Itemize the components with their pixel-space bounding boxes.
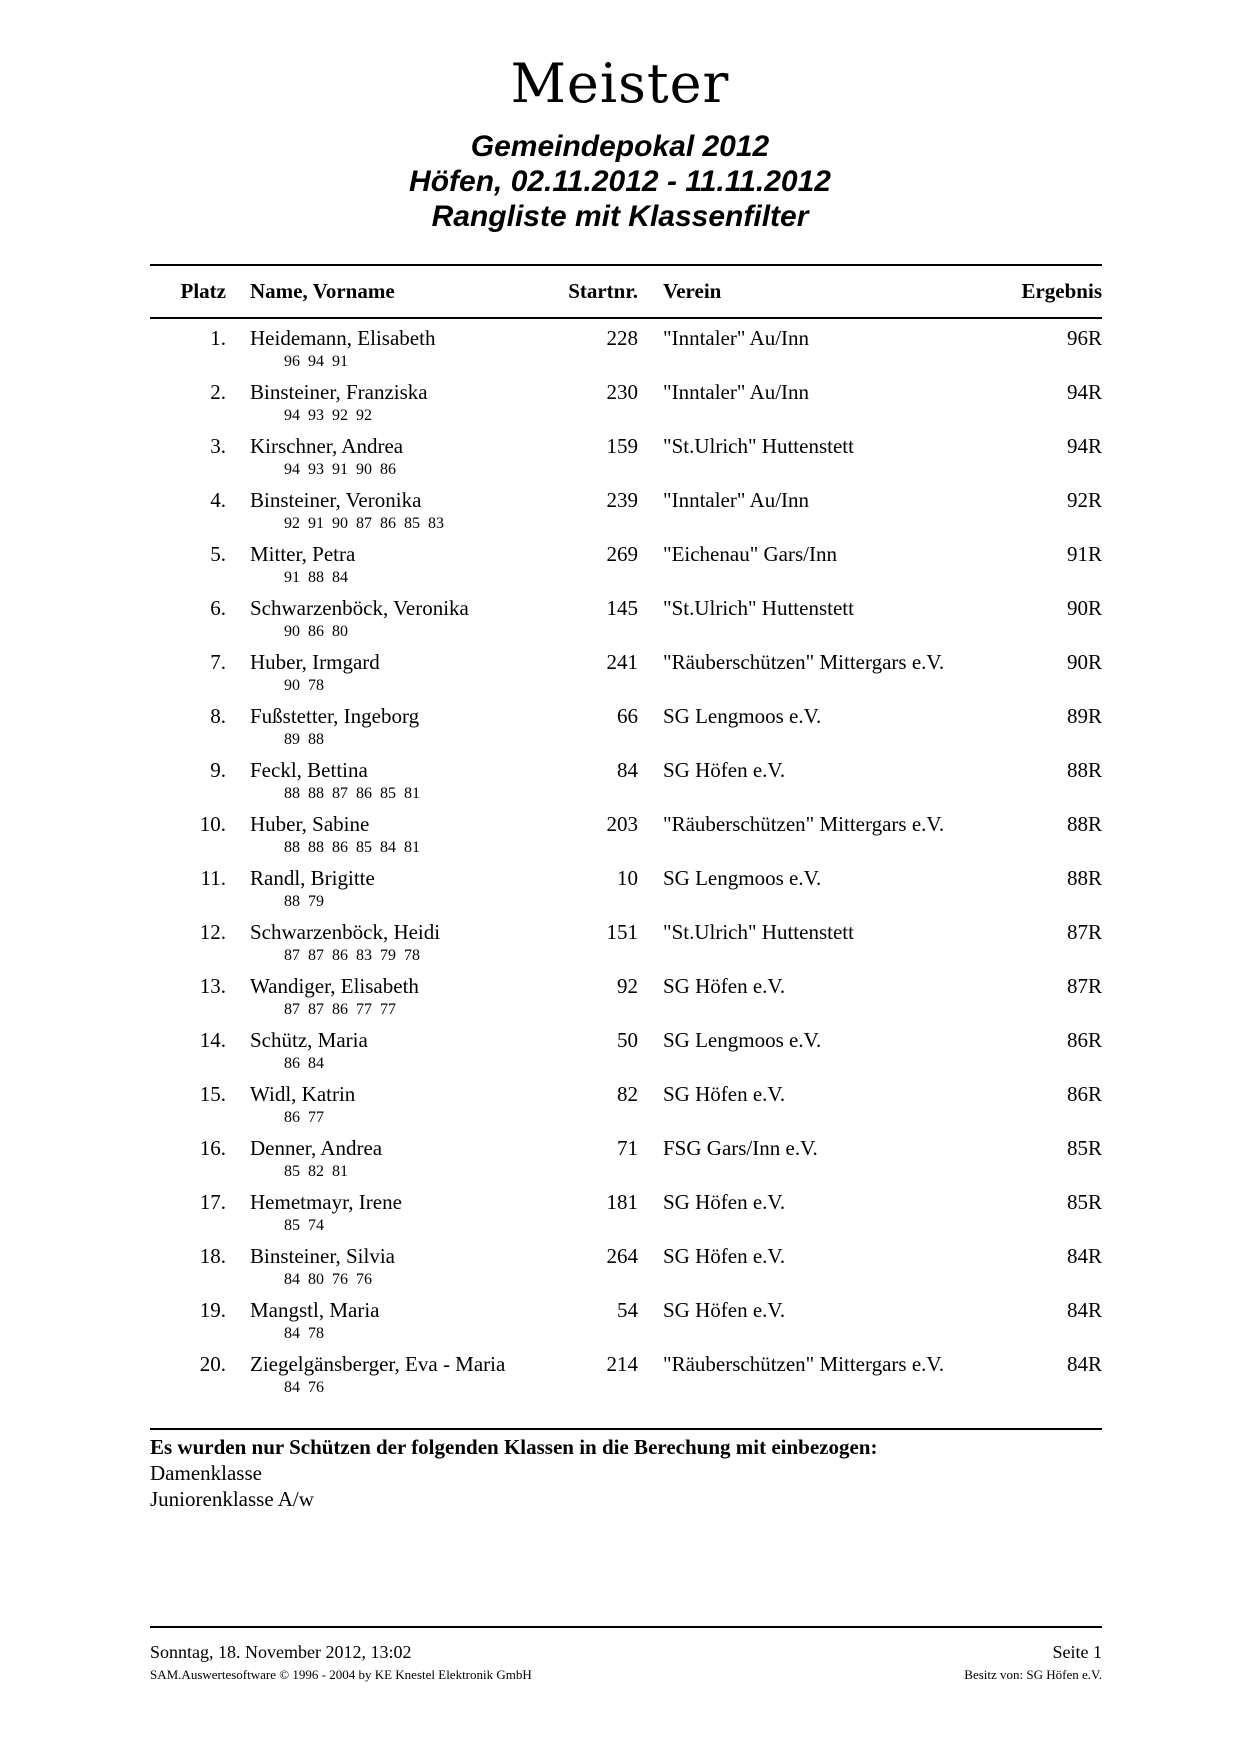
cell-series-scores: 90 86 80 — [284, 623, 348, 640]
cell-platz: 9. — [210, 758, 226, 782]
table-row — [0, 379, 1240, 433]
page-number: Seite 1 — [1052, 1642, 1102, 1662]
software-credit: SAM.Auswertesoftware © 1996 - 2004 by KE Knestel Elektronik GmbH — [150, 1667, 532, 1682]
cell-name: Mangstl, Maria — [250, 1298, 380, 1322]
cell-startnr: 214 — [606, 1352, 638, 1376]
column-header-name: Name, Vorname — [250, 279, 395, 303]
header-top-divider — [150, 264, 1102, 266]
cell-name: Binsteiner, Franziska — [250, 380, 428, 404]
cell-startnr: 264 — [606, 1244, 638, 1268]
cell-name: Kirschner, Andrea — [250, 434, 404, 458]
cell-series-scores: 92 91 90 87 86 85 83 — [284, 515, 444, 532]
cell-name: Schwarzenböck, Veronika — [250, 596, 469, 620]
cell-ergebnis: 89R — [1066, 704, 1102, 728]
cell-ergebnis: 91R — [1066, 542, 1102, 566]
cell-series-scores: 88 88 86 85 84 81 — [284, 839, 420, 856]
cell-ergebnis: 94R — [1066, 380, 1102, 404]
table-row — [0, 649, 1240, 703]
table-row — [0, 1243, 1240, 1297]
cell-name: Feckl, Bettina — [250, 758, 368, 782]
cell-name: Widl, Katrin — [250, 1082, 356, 1106]
table-row — [0, 1297, 1240, 1351]
table-row — [0, 811, 1240, 865]
cell-verein: "Räuberschützen" Mittergars e.V. — [663, 812, 945, 836]
class-filter-item: Juniorenklasse A/w — [150, 1487, 314, 1511]
cell-ergebnis: 87R — [1066, 920, 1102, 944]
column-header-platz: Platz — [180, 279, 226, 303]
table-row — [0, 1135, 1240, 1189]
cell-name: Binsteiner, Silvia — [250, 1244, 395, 1268]
table-row — [0, 1081, 1240, 1135]
print-date: Sonntag, 18. November 2012, 13:02 — [150, 1642, 412, 1662]
cell-name: Huber, Sabine — [250, 812, 370, 836]
cell-startnr: 92 — [617, 974, 638, 998]
cell-startnr: 239 — [606, 488, 638, 512]
cell-ergebnis: 96R — [1066, 326, 1102, 350]
cell-startnr: 151 — [606, 920, 638, 944]
cell-name: Schwarzenböck, Heidi — [250, 920, 441, 944]
cell-platz: 8. — [210, 704, 226, 728]
cell-verein: SG Höfen e.V. — [663, 1190, 786, 1214]
table-row — [0, 1189, 1240, 1243]
cell-ergebnis: 84R — [1066, 1298, 1102, 1322]
cell-series-scores: 85 82 81 — [284, 1163, 348, 1180]
cell-series-scores: 84 76 — [284, 1379, 324, 1396]
owner-note: Besitz von: SG Höfen e.V. — [964, 1667, 1102, 1682]
cell-startnr: 230 — [606, 380, 638, 404]
cell-verein: SG Höfen e.V. — [663, 1082, 786, 1106]
cell-ergebnis: 88R — [1066, 866, 1102, 890]
ranking-table — [0, 325, 1240, 1405]
cell-verein: "Räuberschützen" Mittergars e.V. — [663, 650, 945, 674]
cell-platz: 3. — [210, 434, 226, 458]
cell-series-scores: 88 88 87 86 85 81 — [284, 785, 420, 802]
cell-ergebnis: 92R — [1066, 488, 1102, 512]
cell-platz: 17. — [199, 1190, 226, 1214]
table-row — [0, 865, 1240, 919]
cell-series-scores: 87 87 86 77 77 — [284, 1001, 396, 1018]
cell-verein: SG Höfen e.V. — [663, 974, 786, 998]
cell-platz: 12. — [199, 920, 226, 944]
cell-platz: 1. — [210, 326, 226, 350]
table-row — [0, 541, 1240, 595]
header-bottom-divider — [150, 317, 1102, 319]
cell-verein: SG Lengmoos e.V. — [663, 704, 822, 728]
table-row — [0, 433, 1240, 487]
cell-platz: 19. — [199, 1298, 226, 1322]
class-filter-item: Damenklasse — [150, 1461, 262, 1485]
cell-verein: "St.Ulrich" Huttenstett — [663, 596, 854, 620]
cell-ergebnis: 88R — [1066, 758, 1102, 782]
cell-platz: 4. — [210, 488, 226, 512]
cell-platz: 6. — [210, 596, 226, 620]
column-header-startnr: Startnr. — [568, 279, 638, 303]
cell-series-scores: 86 77 — [284, 1109, 324, 1126]
cell-startnr: 66 — [617, 704, 638, 728]
cell-platz: 16. — [199, 1136, 226, 1160]
cell-name: Heidemann, Elisabeth — [250, 326, 436, 350]
cell-platz: 14. — [199, 1028, 226, 1052]
cell-verein: SG Höfen e.V. — [663, 1298, 786, 1322]
cell-startnr: 181 — [606, 1190, 638, 1214]
cell-verein: SG Höfen e.V. — [663, 1244, 786, 1268]
cell-verein: "Inntaler" Au/Inn — [663, 326, 810, 350]
cell-ergebnis: 86R — [1066, 1028, 1102, 1052]
cell-ergebnis: 90R — [1066, 596, 1102, 620]
class-filter-heading: Es wurden nur Schützen der folgenden Klassen in die Berechung mit einbezogen: — [150, 1435, 878, 1459]
cell-startnr: 71 — [617, 1136, 638, 1160]
cell-platz: 13. — [199, 974, 226, 998]
cell-startnr: 159 — [606, 434, 638, 458]
cell-ergebnis: 85R — [1066, 1190, 1102, 1214]
footer-divider — [150, 1626, 1102, 1628]
cell-startnr: 145 — [606, 596, 638, 620]
table-row — [0, 487, 1240, 541]
competition-place-dates: Höfen, 02.11.2012 - 11.11.2012 — [409, 165, 831, 198]
cell-verein: "St.Ulrich" Huttenstett — [663, 920, 854, 944]
cell-verein: "Inntaler" Au/Inn — [663, 488, 810, 512]
cell-name: Binsteiner, Veronika — [250, 488, 422, 512]
cell-ergebnis: 86R — [1066, 1082, 1102, 1106]
cell-verein: "St.Ulrich" Huttenstett — [663, 434, 854, 458]
cell-startnr: 84 — [617, 758, 638, 782]
cell-ergebnis: 88R — [1066, 812, 1102, 836]
cell-series-scores: 87 87 86 83 79 78 — [284, 947, 420, 964]
cell-series-scores: 84 78 — [284, 1325, 324, 1342]
cell-verein: SG Lengmoos e.V. — [663, 866, 822, 890]
cell-startnr: 241 — [606, 650, 638, 674]
cell-name: Hemetmayr, Irene — [250, 1190, 402, 1214]
table-end-divider — [150, 1428, 1102, 1430]
cell-name: Mitter, Petra — [250, 542, 356, 566]
table-row — [0, 325, 1240, 379]
cell-series-scores: 88 79 — [284, 893, 324, 910]
cell-series-scores: 90 78 — [284, 677, 324, 694]
cell-ergebnis: 85R — [1066, 1136, 1102, 1160]
cell-verein: FSG Gars/Inn e.V. — [663, 1136, 818, 1160]
table-row — [0, 919, 1240, 973]
cell-ergebnis: 87R — [1066, 974, 1102, 998]
cell-name: Schütz, Maria — [250, 1028, 368, 1052]
cell-name: Ziegelgänsberger, Eva - Maria — [250, 1352, 506, 1376]
cell-name: Fußstetter, Ingeborg — [250, 704, 420, 728]
column-header-ergebnis: Ergebnis — [1021, 279, 1102, 303]
table-row — [0, 595, 1240, 649]
cell-platz: 5. — [210, 542, 226, 566]
cell-platz: 20. — [199, 1352, 226, 1376]
cell-startnr: 50 — [617, 1028, 638, 1052]
cell-series-scores: 96 94 91 — [284, 353, 348, 370]
cell-platz: 18. — [199, 1244, 226, 1268]
cell-startnr: 54 — [617, 1298, 638, 1322]
competition-name: Gemeindepokal 2012 — [470, 130, 770, 163]
cell-name: Wandiger, Elisabeth — [250, 974, 419, 998]
cell-platz: 7. — [210, 650, 226, 674]
list-type: Rangliste mit Klassenfilter — [431, 200, 809, 233]
cell-startnr: 82 — [617, 1082, 638, 1106]
table-row — [0, 703, 1240, 757]
cell-startnr: 228 — [606, 326, 638, 350]
cell-ergebnis: 90R — [1066, 650, 1102, 674]
cell-startnr: 10 — [617, 866, 638, 890]
cell-verein: "Eichenau" Gars/Inn — [663, 542, 837, 566]
cell-startnr: 269 — [606, 542, 638, 566]
cell-platz: 15. — [199, 1082, 226, 1106]
cell-startnr: 203 — [606, 812, 638, 836]
cell-ergebnis: 84R — [1066, 1352, 1102, 1376]
cell-series-scores: 86 84 — [284, 1055, 324, 1072]
cell-ergebnis: 94R — [1066, 434, 1102, 458]
table-row — [0, 1351, 1240, 1405]
cell-series-scores: 94 93 91 90 86 — [284, 461, 396, 478]
cell-verein: SG Höfen e.V. — [663, 758, 786, 782]
cell-series-scores: 85 74 — [284, 1217, 324, 1234]
page-title: Meister — [510, 52, 730, 115]
table-row — [0, 1027, 1240, 1081]
cell-verein: "Inntaler" Au/Inn — [663, 380, 810, 404]
cell-series-scores: 91 88 84 — [284, 569, 348, 586]
cell-platz: 2. — [210, 380, 226, 404]
cell-series-scores: 89 88 — [284, 731, 324, 748]
cell-series-scores: 84 80 76 76 — [284, 1271, 372, 1288]
table-row — [0, 973, 1240, 1027]
cell-name: Huber, Irmgard — [250, 650, 380, 674]
cell-verein: SG Lengmoos e.V. — [663, 1028, 822, 1052]
cell-platz: 11. — [200, 866, 226, 890]
cell-name: Denner, Andrea — [250, 1136, 383, 1160]
cell-name: Randl, Brigitte — [250, 866, 375, 890]
cell-platz: 10. — [199, 812, 226, 836]
cell-verein: "Räuberschützen" Mittergars e.V. — [663, 1352, 945, 1376]
table-row — [0, 757, 1240, 811]
cell-ergebnis: 84R — [1066, 1244, 1102, 1268]
column-header-verein: Verein — [663, 279, 722, 303]
cell-series-scores: 94 93 92 92 — [284, 407, 372, 424]
